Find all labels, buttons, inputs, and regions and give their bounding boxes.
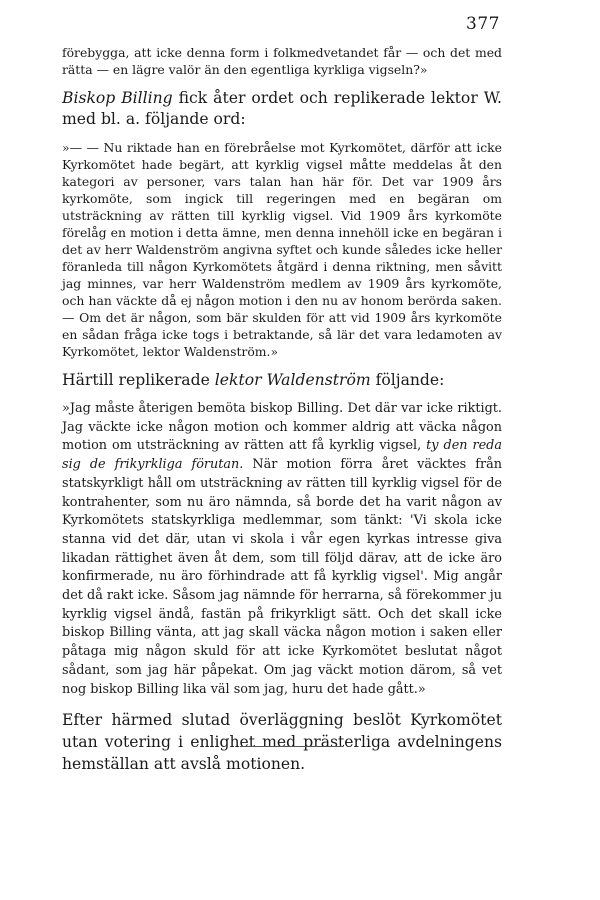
paragraph-question-end: förebygga, att icke denna form i folkmedvetandet får — och det med rätta — en lägre valör än den egentliga kyrkliga vigseln?» [62,45,502,77]
waldenstrom-speech-italic: ty den reda sig de frikyrkliga förutan. [62,438,502,473]
paragraph-billing-speech: »— — Nu riktade han en förebråelse mot Kyrkomötet, därför att icke Kyrkomötet hade begärt, att kyrklig vigsel måtte meddelas åt den kategori av personer, vars talan han här för. Det var 1909 års kyrkomöte, som ingick till regeringen med en begäran om utsträckning av rätten till kyrklig vigsel. Vid 1909 års kyrkomöte förelåg en motion i detta ämne, men denna innehöll icke en begäran i det av herr Waldenström angivna syftet och kunde således icke heller föranleda till någon Kyrkomötets åtgärd i denna riktning, men såvitt jag minnes, var herr Waldenström medlem av 1909 års kyrkomöte, och han väckte då ej någon motion i den nu av honom berörda saken. — Om det är någon, som bär skulden för att vid 1909 års kyrkomöte en sådan fråga icke togs i betraktande, så lär det vara ledamoten av Kyrkomötet, lektor Waldenström.» [62,140,502,359]
paragraph-waldenstrom-intro [62,370,502,391]
waldenstrom-intro-pre: Härtill replikerade [62,371,215,389]
speaker-name-waldenstrom: lektor Waldenström [214,371,371,389]
speaker-name-billing: Biskop Billing [62,89,173,107]
page-number: 377 [466,14,500,34]
section-divider [240,746,342,747]
paragraph-decision: Efter härmed slutad överläggning beslöt Kyrkomötet utan votering i enlighet med prästerliga avdelningens hemställan att avslå motionen. [62,711,502,774]
paragraph-waldenstrom-speech [62,400,502,699]
paragraph-billing-intro [62,88,502,130]
waldenstrom-speech-part-2: När motion förra året väcktes från statskyrkligt håll om utsträckning av rätten till kyrklig vigsel för de kontrahenter, som nu äro nämnda, så borde det ha varit någon av Kyrkomötets statskyrkliga medlemmar, som tänkt: 'Vi skola icke stanna vid det där, utan vi skola i vår egen kyrkas intresse giva likadan rättighet även åt dem, som till följd därav, att de icke äro konfirmerade, nu äro förhindrade att få kyrklig vigsel'. Mig angår det då rakt icke. Såsom jag nämnde för herrarna, så förekommer ju kyrklig vigsel ändå, fastän på frikyrkligt sätt. Och det skall icke biskop Billing vänta, att jag skall väcka någon motion i saken eller påtaga mig någon skuld för att icke Kyrkomötet beslutat något sådant, som jag här påpekat. Om jag väckt motion därom, så vet nog biskop Billing lika väl som jag, huru det hade gått.» [62,457,502,697]
waldenstrom-speech-part-1: »Jag måste återigen bemöta biskop Billing. Det där var icke riktigt. Jag väckte icke någon motion och kommer aldrig att väcka någon motion om utsträckning av rätten att få kyrklig vigsel, [62,401,502,454]
waldenstrom-intro-post: följande: [370,371,445,389]
page-body [62,44,502,775]
billing-intro-text: fick åter ordet och replikerade lektor W. med bl. a. följande ord: [62,89,502,128]
